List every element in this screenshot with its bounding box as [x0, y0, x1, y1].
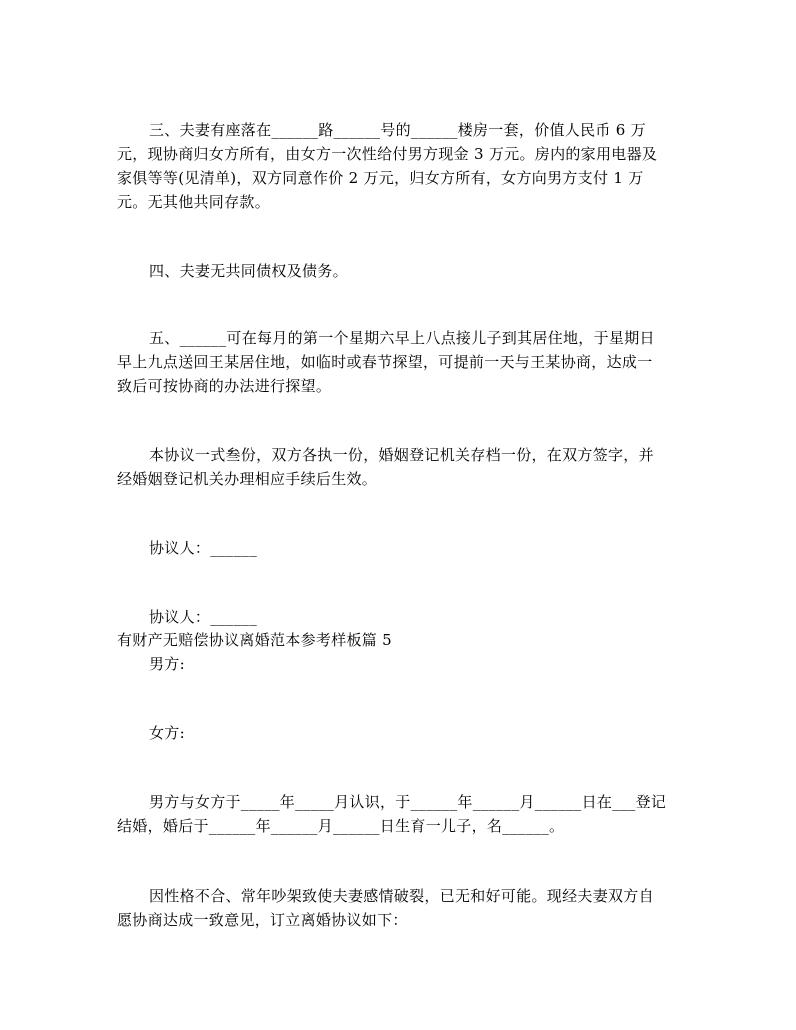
- section-5-line-2: 早上九点送回王某居住地，如临时或春节探望，可提前一天与王某协商，达成一: [117, 353, 653, 371]
- section-3-line-1: 三、夫妻有座落在______路______号的______楼房一套，价值人民币 6 万: [149, 121, 646, 139]
- male-party-label: 男方:: [149, 655, 185, 673]
- marriage-line-2: 结婚，婚后于______年______月______日生育一儿子，名______。: [117, 817, 565, 835]
- section-3-line-4: 元。无其他共同存款。: [117, 193, 271, 211]
- marriage-line-1: 男方与女方于_____年_____月认识，于______年______月______日在___登记: [149, 793, 667, 811]
- section-title: 有财产无赔偿协议离婚范本参考样板篇 5: [117, 631, 393, 649]
- section-5-line-1: 五、______可在每月的第一个星期六早上八点接儿子到其居住地，于星期日: [149, 329, 655, 347]
- reason-line-1: 因性格不合、常年吵架致使夫妻感情破裂，已无和好可能。现经夫妻双方自: [149, 887, 654, 905]
- section-3-line-3: 家俱等等(见清单)，双方同意作价 2 万元，归女方所有，女方向男方支付 1 万: [117, 169, 644, 187]
- signer-1: 协议人：______: [149, 539, 258, 557]
- reason-line-2: 愿协商达成一致意见，订立离婚协议如下：: [117, 911, 408, 929]
- closing-line-1: 本协议一式叁份，双方各执一份，婚姻登记机关存档一份，在双方签字，并: [149, 446, 654, 464]
- section-4-line-1: 四、夫妻无共同债权及债务。: [149, 262, 348, 280]
- section-3-line-2: 元，现协商归女方所有，由女方一次性给付男方现金 3 万元。房内的家用电器及: [117, 145, 658, 163]
- closing-line-2: 经婚姻登记机关办理相应手续后生效。: [117, 470, 378, 488]
- female-party-label: 女方:: [149, 724, 185, 742]
- section-5-line-3: 致后可按协商的办法进行探望。: [117, 377, 332, 395]
- signer-2: 协议人：______: [149, 608, 258, 626]
